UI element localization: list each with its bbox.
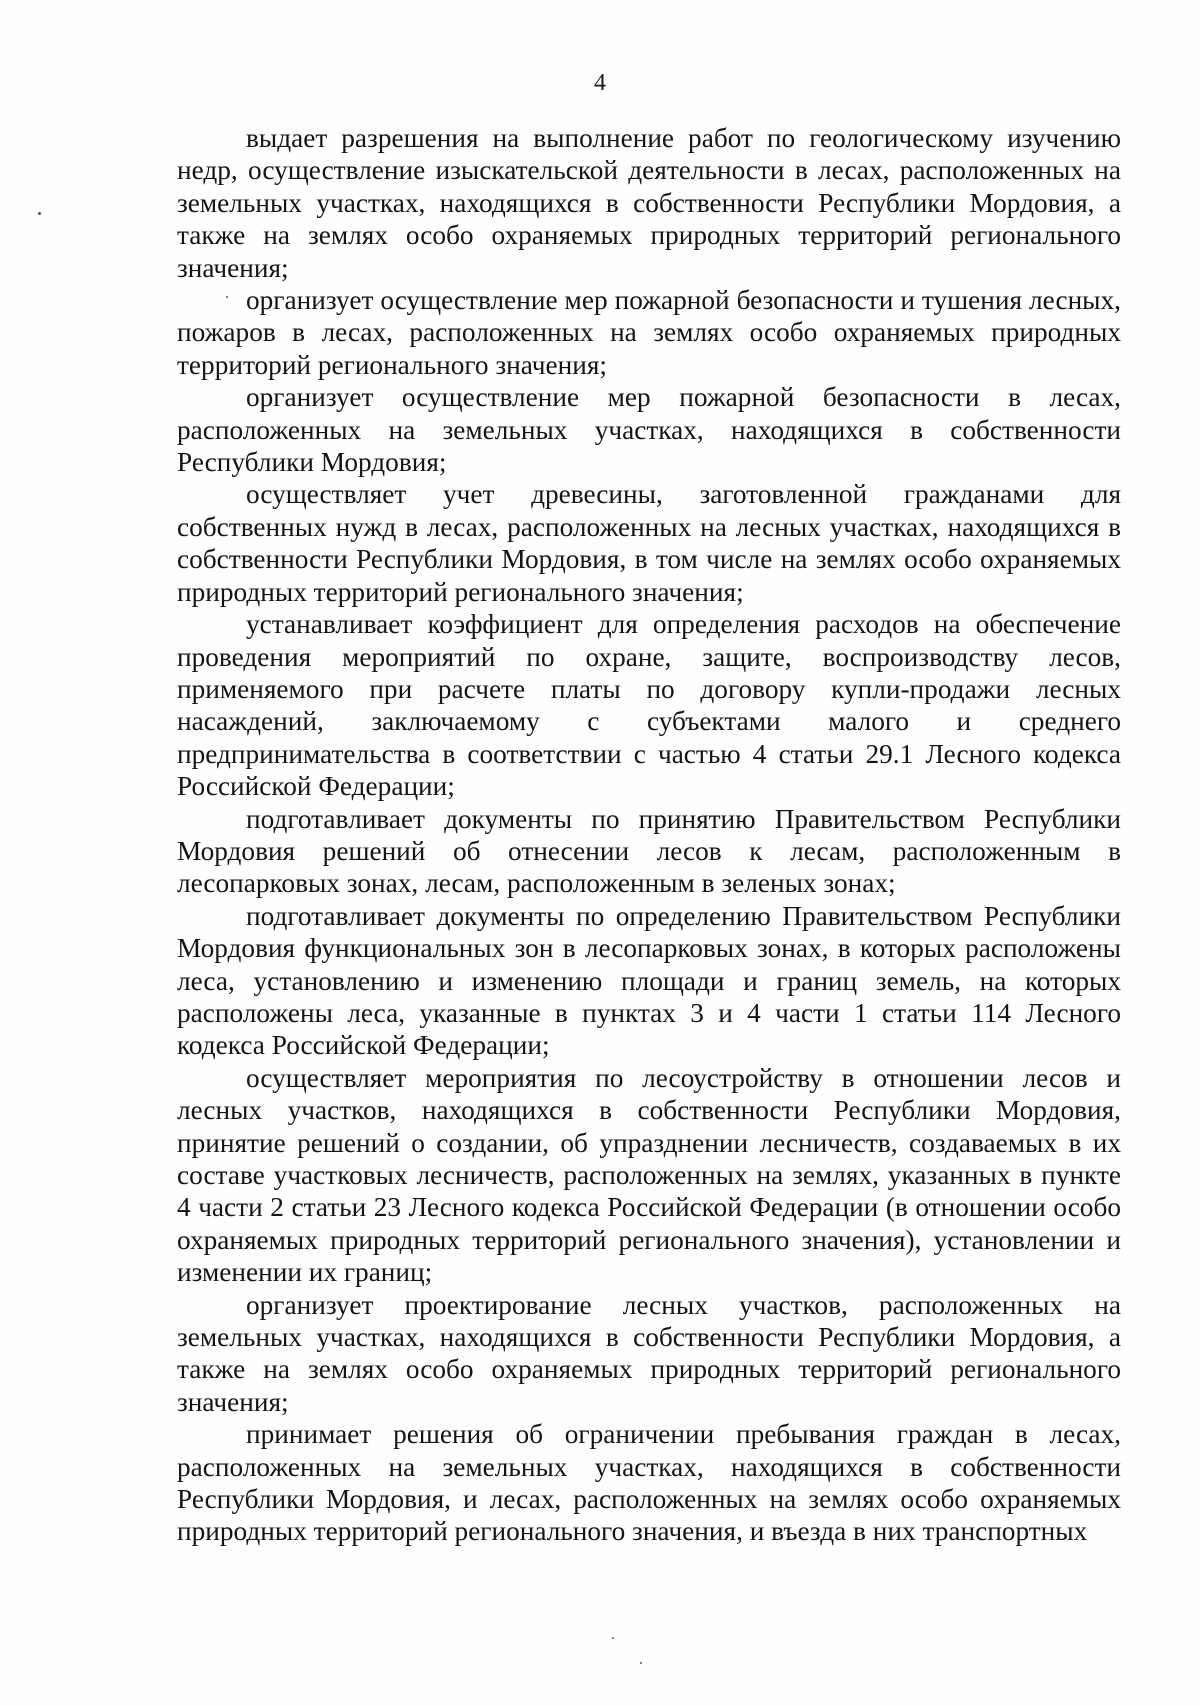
paragraph-geological-permits: выдает разрешения на выполнение работ по геологическому изучению недр, осуществление изыскательской деятельности в лесах, расположенных на земельных участках, находящихся в собственности Республики Мордовия, а также на землях особо охраняемых природных территорий регионального значения; bbox=[177, 123, 1121, 283]
paragraph-functional-zones: подготавливает документы по определению Правительством Республики Мордовия функциональных зон в лесопарковых зонах, в которых расположены леса, установлению и изменению площади и границ земель, на которых расположены леса, указанные в пунктах 3 и 4 части 1 статьи 114 Лесного кодекса Российской Федерации; bbox=[177, 900, 1121, 1061]
paragraph-forest-park-zones: подготавливает документы по принятию Правительством Республики Мордовия решений об отнесении лесов к лесам, расположенным в лесопарковых зонах, лесам, расположенным в зеленых зонах; bbox=[177, 803, 1121, 899]
scan-speck bbox=[640, 1662, 642, 1664]
scan-speck bbox=[38, 212, 41, 215]
paragraph-fire-safety-republic-land: организует осуществление мер пожарной безопасности в лесах, расположенных на земельных участках, находящихся в собственности Республики Мордовия; bbox=[177, 382, 1121, 478]
page-number: 4 bbox=[594, 70, 606, 96]
paragraph-cost-coefficient: устанавливает коэффициент для определения расходов на обеспечение проведения мероприятий по охране, защите, воспроизводству лесов, применяемого при расчете платы по договору купли-продажи лесных насаждений, заключаемому с субъектами малого и среднего предпринимательства в соответствии с частью 4 статьи 29.1 Лесного кодекса Российской Федерации; bbox=[177, 609, 1121, 802]
paragraph-forest-management: осуществляет мероприятия по лесоустройству в отношении лесов и лесных участков, находящихся в собственности Республики Мордовия, принятие решений о создании, об упразднении лесничеств, создаваемых в их составе участковых лесничеств, расположенных на землях, указанных в пункте 4 части 2 статьи 23 Лесного кодекса Российской Федерации (в отношении особо охраняемых природных территорий регионального значения), установлении и изменении их границ; bbox=[177, 1062, 1121, 1288]
paragraph-plot-design: организует проектирование лесных участков, расположенных на земельных участках, находящихся в собственности Республики Мордовия, а также на землях особо охраняемых природных территорий регионального значения; bbox=[177, 1289, 1121, 1417]
scan-speck bbox=[612, 1637, 614, 1639]
scan-speck bbox=[226, 296, 228, 298]
paragraph-fire-safety-protected-areas: организует осуществление мер пожарной безопасности и тушения лесных, пожаров в лесах, расположенных на землях особо охраняемых природных территорий регионального значения; bbox=[177, 285, 1121, 380]
document-body bbox=[177, 122, 1121, 1548]
paragraph-timber-accounting: осуществляет учет древесины, заготовленной гражданами для собственных нужд в лесах, расположенных на лесных участках, находящихся в собственности Республики Мордовия, в том числе на землях особо охраняемых природных территорий регионального значения; bbox=[177, 479, 1121, 607]
paragraph-access-restrictions: принимает решения об ограничении пребывания граждан в лесах, расположенных на земельных участках, находящихся в собственности Республики Мордовия, и лесах, расположенных на землях особо охраняемых природных территорий регионального значения, и въезда в них транспортных bbox=[177, 1419, 1121, 1547]
